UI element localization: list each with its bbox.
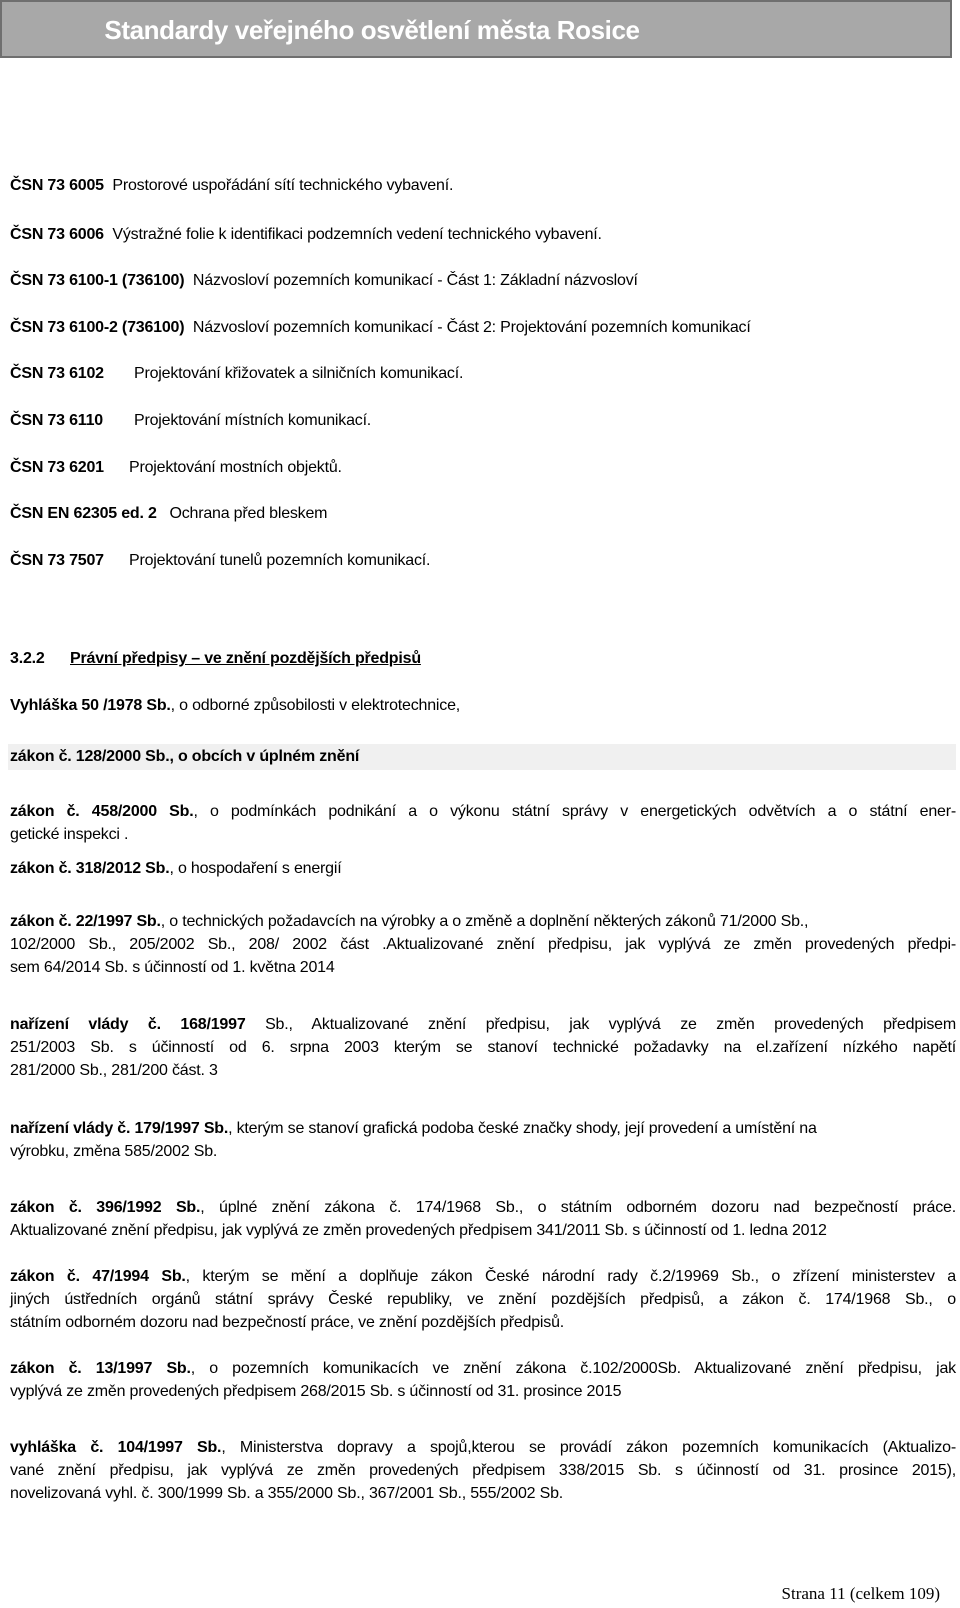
standard-item [10, 412, 371, 430]
regulation-ref: vyhláška č. 104/1997 Sb. [10, 1439, 222, 1456]
standard-text: Názvosloví pozemních komunikací - Část 1: Základní názvosloví [192, 272, 638, 289]
standard-code: ČSN 73 7507 [10, 552, 104, 569]
regulation-ref: zákon č. 13/1997 Sb. [10, 1360, 191, 1377]
standard-text: Projektování místních komunikací. [134, 412, 372, 429]
standard-item [10, 226, 602, 244]
regulation-item [10, 1117, 956, 1163]
regulation-item [10, 910, 956, 979]
regulation-ref: zákon č. 318/2012 Sb. [10, 860, 170, 877]
standard-code: ČSN 73 6100-2 (736100) [10, 319, 185, 336]
standard-item [10, 505, 327, 523]
regulation-text: , o pozemních komunikacích ve znění zákona č.102/2000Sb. Aktualizované znění předpisu, jak [190, 1360, 956, 1377]
regulation-text: vyplývá ze změn provedených předpisem 268/2015 Sb. s účinností od 31. prosince 2015 [10, 1383, 622, 1400]
regulation-text: Aktualizované znění předpisu, jak vyplývá ze změn provedených předpisem 341/2011 Sb. s účinností od 1. ledna 2012 [10, 1222, 827, 1239]
standard-item [10, 365, 463, 383]
regulation-ref: zákon č. 22/1997 Sb. [10, 913, 161, 930]
section-number: 3.2.2 [10, 650, 45, 667]
page-header [0, 0, 952, 58]
standard-item [10, 552, 430, 570]
regulation-ref: zákon č. 458/2000 Sb. [10, 803, 194, 820]
regulation-ref: Vyhláška 50 /1978 Sb. [10, 697, 171, 714]
standard-code: ČSN 73 6201 [10, 459, 104, 476]
standard-item [10, 272, 638, 290]
standard-code: ČSN 73 6005 [10, 177, 104, 194]
standard-text: Ochrana před bleskem [169, 505, 328, 522]
standard-item [10, 177, 453, 195]
regulation-item [10, 1013, 956, 1082]
regulation-text: , úplné znění zákona č. 174/1968 Sb., o státním odborném dozoru nad bezpečností práce. [200, 1199, 956, 1216]
regulation-ref: nařízení vlády č. 179/1997 Sb. [10, 1120, 229, 1137]
regulation-text: vané znění předpisu, jak vyplývá ze změn provedených předpisem 338/2015 Sb. s účinností od 31. prosince 2015), [10, 1462, 956, 1479]
regulation-ref: zákon č. 128/2000 Sb. [10, 748, 170, 765]
standard-code: ČSN 73 6110 [10, 412, 103, 429]
regulation-ref: nařízení vlády č. 168/1997 [10, 1016, 246, 1033]
regulation-text: 281/2000 Sb., 281/200 část. 3 [10, 1062, 218, 1079]
regulation-text: jiných ústředních orgánů státní správy České republiky, ve znění pozdějších předpisů, a zákon č. 174/1968 Sb., o [10, 1291, 956, 1308]
regulation-text: , o odborné způsobilosti v elektrotechnice, [170, 697, 461, 714]
standard-code: ČSN 73 6102 [10, 365, 104, 382]
regulation-text: getické inspekci . [10, 826, 129, 843]
regulation-ref: zákon č. 396/1992 Sb. [10, 1199, 201, 1216]
standard-text: Projektování tunelů pozemních komunikací. [129, 552, 431, 569]
regulation-item [10, 860, 341, 878]
regulation-item [10, 1196, 956, 1242]
regulation-text: , o hospodaření s energií [169, 860, 342, 877]
standard-code: ČSN 73 6100-1 (736100) [10, 272, 185, 289]
standard-item [10, 319, 751, 337]
regulation-item [10, 697, 460, 715]
regulation-item [10, 748, 359, 766]
regulation-ref: zákon č. 47/1994 Sb. [10, 1268, 186, 1285]
regulation-text: sem 64/2014 Sb. s účinností od 1. května 2014 [10, 959, 335, 976]
regulation-text: 251/2003 Sb. s účinností od 6. srpna 2003 kterým se stanoví technické požadavky na el.zařízení nízkého napětí [10, 1039, 956, 1056]
standard-text: Prostorové uspořádání sítí technického vybavení. [112, 177, 454, 194]
regulation-text: Sb., Aktualizované znění předpisu, jak vyplývá ze změn provedených předpisem [245, 1016, 957, 1033]
regulation-text: , o podmínkách podnikání a o výkonu státní správy v energetických odvětvích a o státní ener- [193, 803, 957, 820]
standard-text: Výstražné folie k identifikaci podzemních vedení technického vybavení. [112, 226, 602, 243]
section-heading [10, 650, 421, 668]
page-header-title: Standardy veřejného osvětlení města Rosice [104, 15, 640, 45]
standard-item [10, 459, 342, 477]
standard-code: ČSN EN 62305 ed. 2 [10, 505, 157, 522]
standard-code: ČSN 73 6006 [10, 226, 104, 243]
regulation-text: , o obcích v úplném znění [169, 748, 360, 765]
regulation-text: novelizovaná vyhl. č. 300/1999 Sb. a 355/2000 Sb., 367/2001 Sb., 555/2002 Sb. [10, 1485, 564, 1502]
regulation-item [10, 1357, 956, 1403]
regulation-text: státním odborném dozoru nad bezpečností práce, ve znění pozdějších předpisů. [10, 1314, 565, 1331]
section-title: Právní předpisy – ve znění pozdějších předpisů [70, 650, 421, 667]
regulation-text: , kterým se mění a doplňuje zákon České národní rady č.2/19969 Sb., o zřízení ministerstev a [185, 1268, 956, 1285]
regulation-item [10, 1436, 956, 1505]
regulation-text: , kterým se stanoví grafická podoba české značky shody, její provedení a umístění na [228, 1120, 817, 1137]
standard-text: Projektování mostních objektů. [129, 459, 342, 476]
page-number: Strana 11 (celkem 109) [781, 1584, 940, 1603]
regulation-item [10, 1265, 956, 1334]
regulation-item [10, 800, 956, 846]
regulation-text: 102/2000 Sb., 205/2002 Sb., 208/ 2002 část .Aktualizované znění předpisu, jak vyplývá ze změn provedených předpi- [10, 936, 956, 953]
regulation-text: , o technických požadavcích na výrobky a o změně a doplnění některých zákonů 71/2000 Sb., [160, 913, 809, 930]
standard-text: Projektování křižovatek a silničních komunikací. [134, 365, 464, 382]
regulation-text: výrobku, změna 585/2002 Sb. [10, 1143, 218, 1160]
regulation-text: , Ministerstva dopravy a spojů,kterou se provádí zákon pozemních komunikacích (Aktualizo- [221, 1439, 956, 1456]
standard-text: Názvosloví pozemních komunikací - Část 2: Projektování pozemních komunikací [192, 319, 751, 336]
